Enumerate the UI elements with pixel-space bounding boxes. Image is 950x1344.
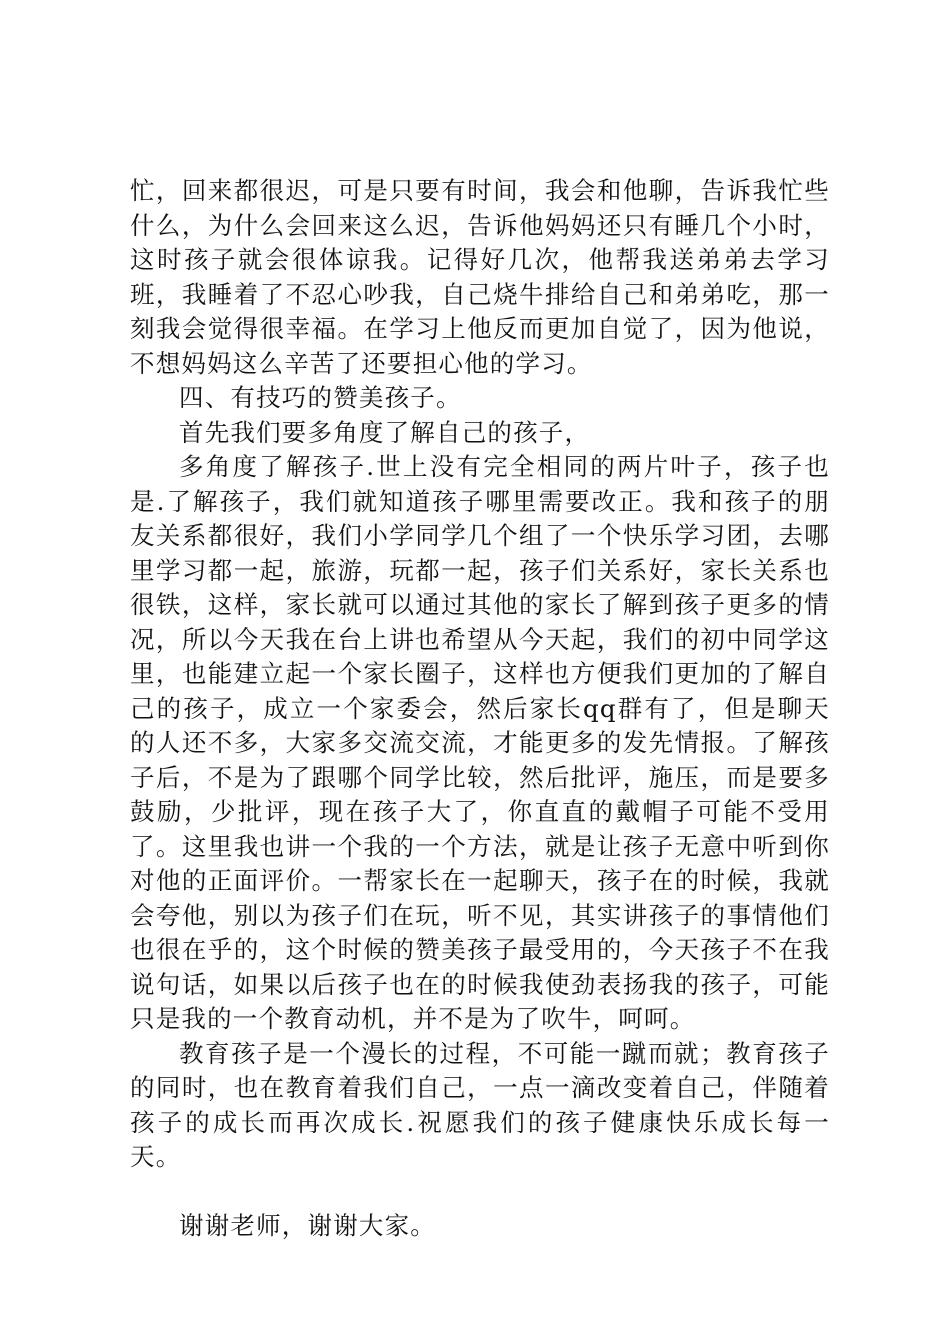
document-body — [130, 174, 830, 1243]
paragraph-continued: 忙，回来都很迟，可是只要有时间，我会和他聊，告诉我忙些什么，为什么会回来这么迟，告诉他妈妈还只有睡几个小时，这时孩子就会很体谅我。记得好几次，他帮我送弟弟去学习班，我睡着了不忍心吵我，自己烧牛排给自己和弟弟吃，那一刻我会觉得很幸福。在学习上他反而更加自觉了，因为他说，不想妈妈这么辛苦了还要担心他的学习。 — [130, 176, 830, 378]
paragraph: 首先我们要多角度了解自己的孩子， — [179, 417, 591, 447]
closing-remark: 谢谢老师，谢谢大家。 — [179, 1210, 436, 1240]
section-heading: 四、有技巧的赞美孩子。 — [179, 383, 462, 412]
paragraph: 教育孩子是一个漫长的过程，不可能一蹴而就；教育孩子的同时，也在教育着我们自己，一点一滴改变着自己，伴随着孩子的成长而再次成长.祝愿我们的孩子健康快乐成长每一天。 — [130, 1038, 830, 1171]
paragraph: 多角度了解孩子.世上没有完全相同的两片叶子，孩子也是.了解孩子，我们就知道孩子哪里需要改正。我和孩子的朋友关系都很好，我们小学同学几个组了一个快乐学习团，去哪里学习都一起，旅游，玩都一起，孩子们关系好，家长关系也很铁，这样，家长就可以通过其他的家长了解到孩子更多的情况，所以今天我在台上讲也希望从今天起，我们的初中同学这里，也能建立起一个家长圈子，这样也方便我们更加的了解自己的孩子，成立一个家委会，然后家长qq群有了，但是聊天的人还不多，大家多交流交流，才能更多的发先情报。了解孩子后，不是为了跟哪个同学比较，然后批评，施压，而是要多鼓励，少批评，现在孩子大了，你直直的戴帽子可能不受用了。这里我也讲一个我的一个方法，就是让孩子无意中听到你对他的正面评价。一帮家长在一起聊天，孩子在的时候，我就会夸他，别以为孩子们在玩，听不见，其实讲孩子的事情他们也很在乎的，这个时候的赞美孩子最受用的，今天孩子不在我说句话，如果以后孩子也在的时候我使劲表扬我的孩子，可能只是我的一个教育动机，并不是为了吹牛，呵呵。 — [130, 452, 830, 1033]
